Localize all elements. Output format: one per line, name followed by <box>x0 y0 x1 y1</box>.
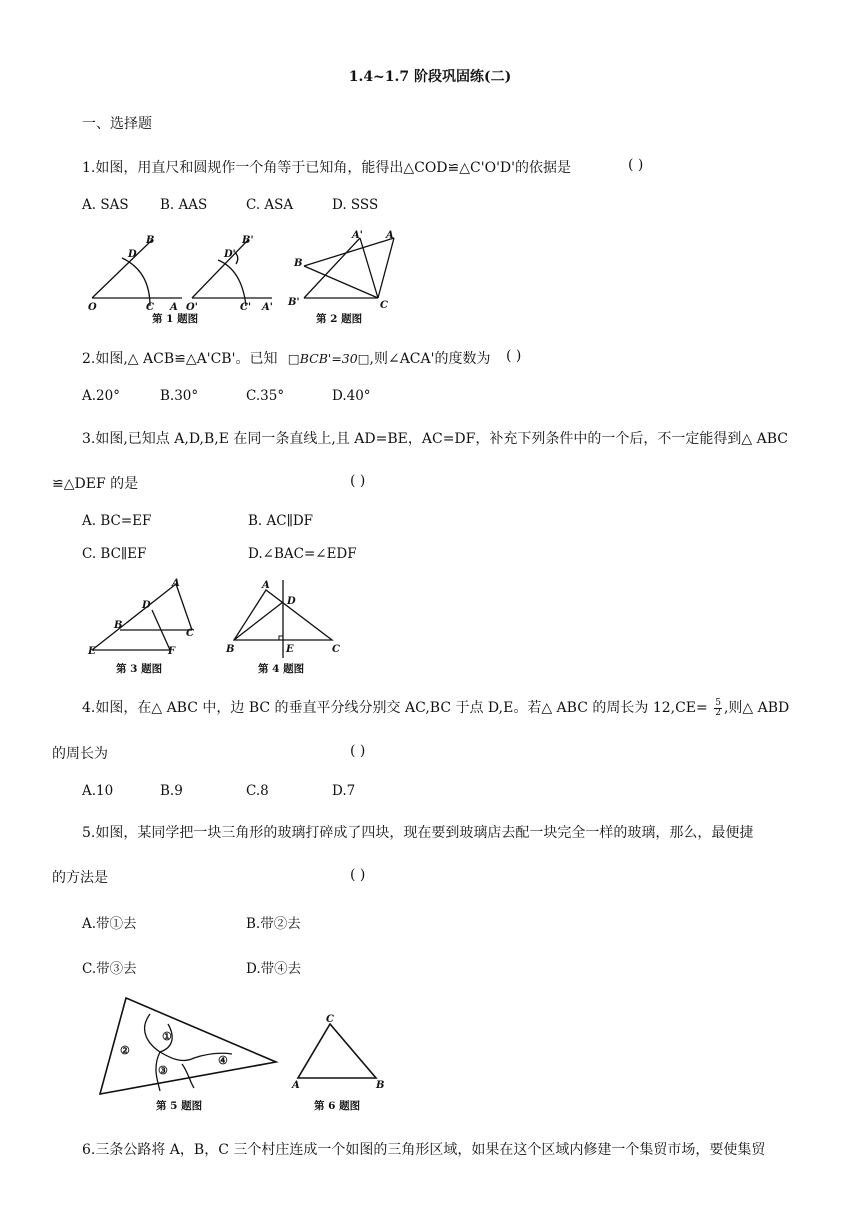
q4-line-1-part-a: 4.如图，在△ ABC 中，边 BC 的垂直平分线分别交 AC,BC 于点 D,E。若△ ABC 的周长为 12,CE= <box>82 700 708 716</box>
fig2-label-b-prime: B' <box>288 297 300 308</box>
fig1-label-d-prime: D' <box>224 249 236 260</box>
fig6-caption: 第 6 题图 <box>314 1100 361 1112</box>
fig1-label-b-prime: B' <box>242 235 254 246</box>
q3-option-d: D.∠BAC=∠EDF <box>248 546 357 562</box>
page-title: 1.4~1.7 阶段巩固练(二) <box>348 69 512 85</box>
q4-line-1 <box>82 697 789 718</box>
q5-line-1: 5.如图，某同学把一块三角形的玻璃打碎成了四块，现在要到玻璃店去配一块完全一样的玻璃，那么，最便捷 <box>82 825 754 841</box>
q2-answer-paren: ( ) <box>506 348 522 364</box>
fig4-label-c: C <box>332 644 340 655</box>
q5-option-b: B.带②去 <box>246 916 301 932</box>
fig3-caption: 第 3 题图 <box>116 663 163 675</box>
q4-frac-numerator: 5 <box>715 697 721 708</box>
fig1-caption: 第 1 题图 <box>152 313 199 325</box>
fig1-label-c: C <box>146 302 154 313</box>
figure-1 <box>88 235 273 325</box>
q3-option-b: B. AC∥DF <box>248 513 314 529</box>
figure-4 <box>225 580 340 675</box>
q5-option-d: D.带④去 <box>246 961 302 977</box>
fig6-label-a: A <box>292 1080 300 1091</box>
figure-3-4 <box>82 576 362 680</box>
q5-option-c: C.带③去 <box>82 961 137 977</box>
q2-option-a: A.20° <box>82 388 120 404</box>
fig1-label-o: O <box>88 302 97 313</box>
fig1-label-a-prime: A' <box>262 302 273 313</box>
fig3-label-e: E <box>88 646 96 657</box>
fig1-label-d: D <box>128 249 137 260</box>
fig1-label-a: A <box>170 302 178 313</box>
q4-option-c: C.8 <box>246 783 269 799</box>
fig2-label-c: C <box>380 300 388 311</box>
q6-line-1: 6.三条公路将 A，B，C 三个村庄连成一个如图的三角形区域，如果在这个区域内修建一个集贸市场，要使集贸 <box>82 1142 766 1158</box>
q4-option-b: B.9 <box>160 783 183 799</box>
fig1-label-b: B <box>146 235 155 246</box>
fig2-label-a-prime: A' <box>352 230 363 241</box>
fig4-label-e: E <box>286 644 294 655</box>
q2-option-c: C.35° <box>246 388 285 404</box>
fig6-label-b: B <box>376 1080 385 1091</box>
fig3-label-b: B <box>114 620 123 631</box>
q4-answer-paren: ( ) <box>350 743 366 759</box>
q3-line-2: ≌△DEF 的是 <box>52 476 139 492</box>
q4-option-d: D.7 <box>332 783 356 799</box>
figure-1-2 <box>82 226 412 330</box>
fig3-label-d: D <box>142 600 151 611</box>
fig5-piece-2: ② <box>120 1044 130 1057</box>
q4-fraction <box>714 699 722 718</box>
fig1-label-o-prime: O' <box>186 302 198 313</box>
figure-5 <box>100 998 276 1112</box>
fig2-label-a: A <box>386 230 394 241</box>
q1-option-b: B. AAS <box>160 197 208 213</box>
q1-option-d: D. SSS <box>332 197 379 213</box>
fig1-label-c-prime: C' <box>240 302 252 313</box>
q4-option-a: A.10 <box>82 783 114 799</box>
q1-answer-paren: ( ) <box>628 157 644 173</box>
q5-option-a: A.带①去 <box>82 916 137 932</box>
fig2-label-b: B <box>294 258 303 269</box>
fig3-label-a: A <box>172 578 180 589</box>
fig4-label-b: B <box>226 644 235 655</box>
q5-answer-paren: ( ) <box>350 867 366 883</box>
q3-answer-paren: ( ) <box>350 473 366 489</box>
figure-3 <box>87 578 194 675</box>
q3-line-1: 3.如图,已知点 A,D,B,E 在同一条直线上,且 AD=BE，AC=DF，补充下列条件中的一个后，不一定能得到△ ABC <box>82 431 788 447</box>
q4-frac-denominator: 2 <box>715 707 721 718</box>
q2-stem-part-a: 2.如图,△ ACB≌△A'CB'。已知 <box>82 351 278 367</box>
q2-formula: □BCB'=30□ <box>287 351 370 366</box>
q2-stem <box>82 348 490 368</box>
fig4-label-d: D <box>287 596 296 607</box>
fig5-piece-1: ① <box>162 1030 172 1043</box>
q1-stem: 1.如图，用直尺和圆规作一个角等于已知角，能得出△COD≌△C'O'D'的依据是 <box>82 160 571 176</box>
section-heading: 一、选择题 <box>82 116 152 132</box>
fig5-piece-4: ④ <box>218 1054 228 1067</box>
q2-stem-part-b: ,则∠ACA'的度数为 <box>369 351 491 367</box>
figure-5-6 <box>82 994 392 1118</box>
q4-line-2: 的周长为 <box>52 746 108 762</box>
fig3-label-f: F <box>168 646 176 657</box>
figure-2 <box>287 230 394 325</box>
fig6-label-c: C <box>326 1014 334 1025</box>
q3-option-c: C. BC∥EF <box>82 546 147 562</box>
q1-option-c: C. ASA <box>246 197 294 213</box>
fig4-label-a: A <box>262 580 270 591</box>
q1-option-a: A. SAS <box>82 197 129 213</box>
q2-option-d: D.40° <box>332 388 371 404</box>
fig4-caption: 第 4 题图 <box>258 663 305 675</box>
fig5-piece-3: ③ <box>158 1064 168 1077</box>
fig3-label-c: C <box>186 628 194 639</box>
q5-line-2: 的方法是 <box>52 870 108 886</box>
q4-line-1-part-b: ,则△ ABD <box>723 700 790 716</box>
figure-6 <box>291 1014 384 1112</box>
q2-option-b: B.30° <box>160 388 199 404</box>
fig5-caption: 第 5 题图 <box>156 1100 203 1112</box>
q3-option-a: A. BC=EF <box>82 513 152 529</box>
fig2-caption: 第 2 题图 <box>316 313 363 325</box>
